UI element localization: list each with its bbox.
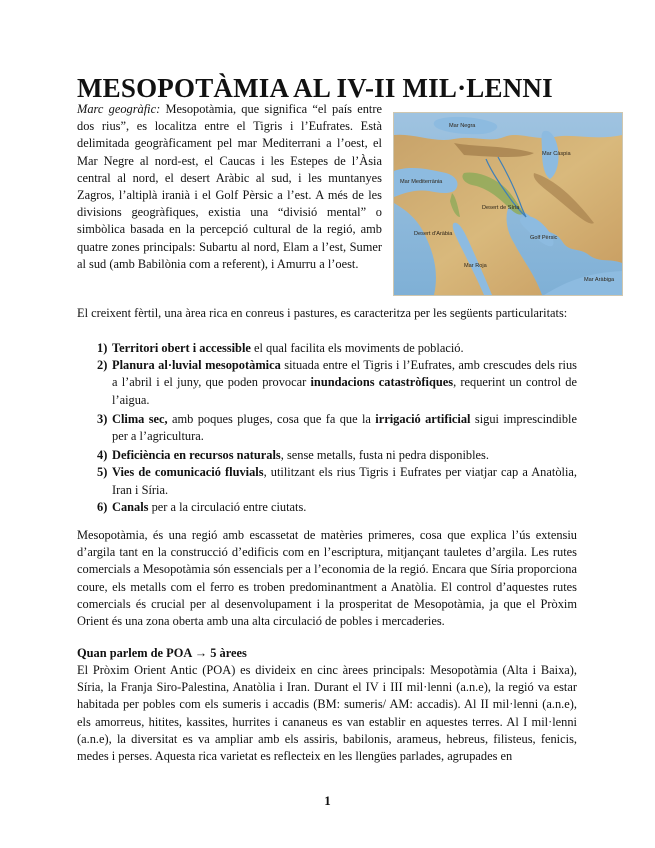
mesopotamia-paragraph: Mesopotàmia, és una regió amb escassetat de matèries primeres, cosa que explica l’ús extensiu d’argila tant en la construcció d’edificis com en l’escriptura, mitjançant tauletes d’argila. Les rutes comercials a Mesopotàmia són essencials per a l’economia de la regió. Encara que Síria proporciona coure, els metalls com el ferro es troben predominantment a Anatòlia. El control d’aquestes rutes comercials és crucial per al desenvolupament i la prosperitat de Mesopotàmia, ja que el Pròxim Orient és una zona oberta amb una alta circulació de pobles i mercaderies. xyxy=(77,528,577,629)
list-item-bold: Vies de comunicació fluvials xyxy=(112,465,264,480)
list-item-text: el qual facilita els moviments de població. xyxy=(250,341,464,355)
list-item-bold: inundacions catastròfiques xyxy=(310,375,454,390)
list-item xyxy=(97,411,577,445)
list-item-text: situada entre el Tigris i l’Eufrates, amb crescudes dels rius a l’abril i el juny, que poden provocar xyxy=(112,358,577,390)
list-item-bold: Canals xyxy=(112,499,149,514)
list-item-bold: Deficiència en recursos naturals xyxy=(112,448,281,463)
list-item-bold: Planura al·luvial mesopotàmica xyxy=(112,358,281,373)
relief-map-graphic xyxy=(394,113,622,295)
map-label: Desert d'Aràbia xyxy=(414,231,453,237)
list-item xyxy=(97,357,577,409)
map-label: Mar Negra xyxy=(449,123,476,129)
list-item-number: 2) xyxy=(97,358,108,373)
characteristics-list xyxy=(97,340,577,516)
list-item-bold: Territori obert i accessible xyxy=(112,341,251,355)
list-item-text: , utilitzant els rius Tigris i Eufrates per viatjar cap a Anatòlia, Iran i Síria. xyxy=(112,465,577,497)
list-item-text: sigui imprescindible per a l’agricultura. xyxy=(112,411,577,444)
intro-paragraph xyxy=(77,101,382,273)
page-title: MESOPOTÀMIA AL IV-II MIL·LENNI xyxy=(77,73,553,103)
list-item-number: 4) xyxy=(97,448,108,463)
list-item xyxy=(97,447,577,464)
map-label: Mar Mediterrània xyxy=(400,179,443,185)
list-item-number: 6) xyxy=(97,499,108,514)
map-label: Desert de Síria xyxy=(482,205,520,211)
list-item-number: 1) xyxy=(97,341,108,355)
list-item-bold: Clima sec, xyxy=(112,411,168,426)
page-number: 1 xyxy=(324,793,331,808)
list-item-number: 3) xyxy=(97,411,108,426)
list-item-text: , sense metalls, fusta ni pedra disponibles. xyxy=(280,448,489,463)
intro-text: Mesopotàmia, que significa “el país entre dos rius”, es localitza entre el Tigris i l’Eufrates. Està delimitada geogràficament pel mar Mediterrani a l’oest, el Mar Negre al nord-est, el Caucas i les Estepes de l’Àsia central al nord, el desert Aràbic al sud, i les muntanyes Zagros, l’altiplà iranià i el Golf Pèrsic a l’est. A més de les divisions geogràfiques, existia una “divisió mental” o simbòlica basada en la percepció cultural de la regió, amb quatre zones principals: Subartu al nord, Elam a l’est, Sumer al sud (amb Babilònia com a referent), i Amurru a l’oest. xyxy=(77,102,382,271)
list-item-text: amb poques pluges, cosa que fa que la xyxy=(167,411,376,426)
intro-lead: Marc geogràfic: xyxy=(77,102,161,116)
list-item xyxy=(97,499,577,516)
list-item-text: , requerint un control de l’aigua. xyxy=(112,375,577,407)
list-item xyxy=(97,464,577,498)
list-item-text: per a la circulació entre ciutats. xyxy=(148,499,307,514)
map-label: Mar Aràbiga xyxy=(584,277,615,283)
map-label: Mar Càspia xyxy=(542,151,571,157)
poa-paragraph: El Pròxim Orient Antic (POA) es divideix en cinc àrees principals: Mesopotàmia (Alta i Baixa), Síria, la Franja Siro-Palestina, Anatòlia i Iran. Durant el IV i III mil·lenni (a.n.e), la regió va estar habitada per pobles com els sumeris i accadis (BM: sumeris/ AM: accadis). Al II mil·lenni (a.n.e), els amorreus, hitites, kassites, hurrites i cananeus es van establir en aquestes terres. Al I mil·lenni (a.n.e), la diversitat es va ampliar amb els assiris, babilonis, arameus, hebreus, filisteus, fenicis, medes i perses. Aquesta rica varietat es reflecteix en les llengües parlades, agrupades en xyxy=(77,663,577,764)
map-label: Mar Roja xyxy=(464,263,487,269)
list-item-bold: irrigació artificial xyxy=(375,411,471,426)
fertile-crescent-map-image xyxy=(393,112,623,296)
list-item xyxy=(97,340,577,357)
fertile-crescent-paragraph: El creixent fèrtil, una àrea rica en conreus i pastures, es caracteritza per les següents particularitats: xyxy=(77,306,568,320)
map-label: Golf Pèrsic xyxy=(530,235,558,241)
poa-heading: Quan parlem de POA → 5 àrees xyxy=(77,646,247,660)
list-item-number: 5) xyxy=(97,465,108,480)
